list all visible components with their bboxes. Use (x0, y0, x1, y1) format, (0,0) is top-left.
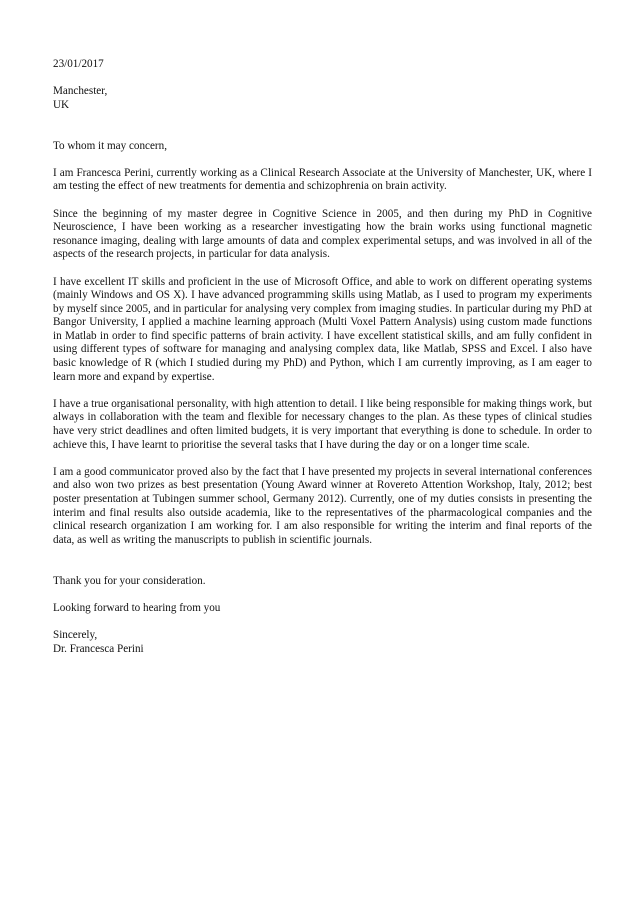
letter-closing: Sincerely, (53, 628, 98, 641)
letter-looking-forward: Looking forward to hearing from you (53, 601, 221, 614)
spacer (53, 547, 592, 574)
letter-thanks: Thank you for your consideration. (53, 574, 206, 587)
letter-page (53, 58, 592, 656)
spacer (53, 262, 592, 276)
body-paragraph-organisation: I have a true organisational personality, with high attention to detail. I like being responsible for making things work, but always in collaboration with the team and flexible for necessary changes to the plan. As these types of clinical studies have very strict deadlines and often limited budgets, it is very important that everything is done to schedule. In order to achieve this, I have learnt to prioritise the several tasks that I have during the day or on a longer time scale. (53, 397, 592, 451)
spacer (53, 615, 592, 629)
body-paragraph-communication: I am a good communicator proved also by the fact that I have presented my projects in several international conferences and also won two prizes as best presentation (Young Award winner at Rovereto Attention Workshop, Italy, 2012; best poster presentation at Tubingen summer school, Germany 2012). Currently, one of my duties consists in presenting the interim and final results also outside academia, like to the representatives of the pharmacological companies and the clinical research organization I am working for. I am also responsible for writing the interim and final reports of the data, as well as writing the manuscripts to publish in scientific journals. (53, 465, 592, 546)
body-paragraph-intro: I am Francesca Perini, currently working as a Clinical Research Associate at the University of Manchester, UK, where I am testing the effect of new treatments for dementia and schizophrenia on brain activity. (53, 166, 592, 193)
spacer (53, 452, 592, 466)
spacer (53, 112, 592, 139)
body-paragraph-background: Since the beginning of my master degree in Cognitive Science in 2005, and then during my PhD in Cognitive Neuroscience, I have been working as a researcher investigating how the brain works using functional magnetic resonance imaging, dealing with large amounts of data and complex experimental setups, and was involved in all of the aspects of the research projects, in particular for data analysis. (53, 207, 592, 261)
spacer (53, 153, 592, 167)
letter-date: 23/01/2017 (53, 58, 104, 70)
letter-country: UK (53, 98, 70, 111)
letter-city: Manchester, (53, 85, 108, 98)
spacer (53, 194, 592, 208)
spacer (53, 72, 592, 86)
spacer (53, 384, 592, 398)
letter-signature-name: Dr. Francesca Perini (53, 642, 144, 655)
spacer (53, 588, 592, 602)
letter-salutation: To whom it may concern, (53, 139, 168, 152)
body-paragraph-it-skills: I have excellent IT skills and proficient in the use of Microsoft Office, and able to work on different operating systems (mainly Windows and OS X). I have advanced programming skills using Matlab, as I used to program my experiments by myself since 2005, and in particular for analysing very complex from imaging studies. In particular during my PhD at Bangor University, I applied a machine learning approach (Multi Voxel Pattern Analysis) using custom made functions in Matlab in order to find specific patterns of brain activity. I have excellent statistical skills, and am fully confident in using different types of software for managing and analysing complex data, like Matlab, SPSS and Excel. I also have basic knowledge of R (which I studied during my PhD) and Python, which I am currently improving, as I am eager to learn more and expand by expertise. (53, 275, 592, 383)
